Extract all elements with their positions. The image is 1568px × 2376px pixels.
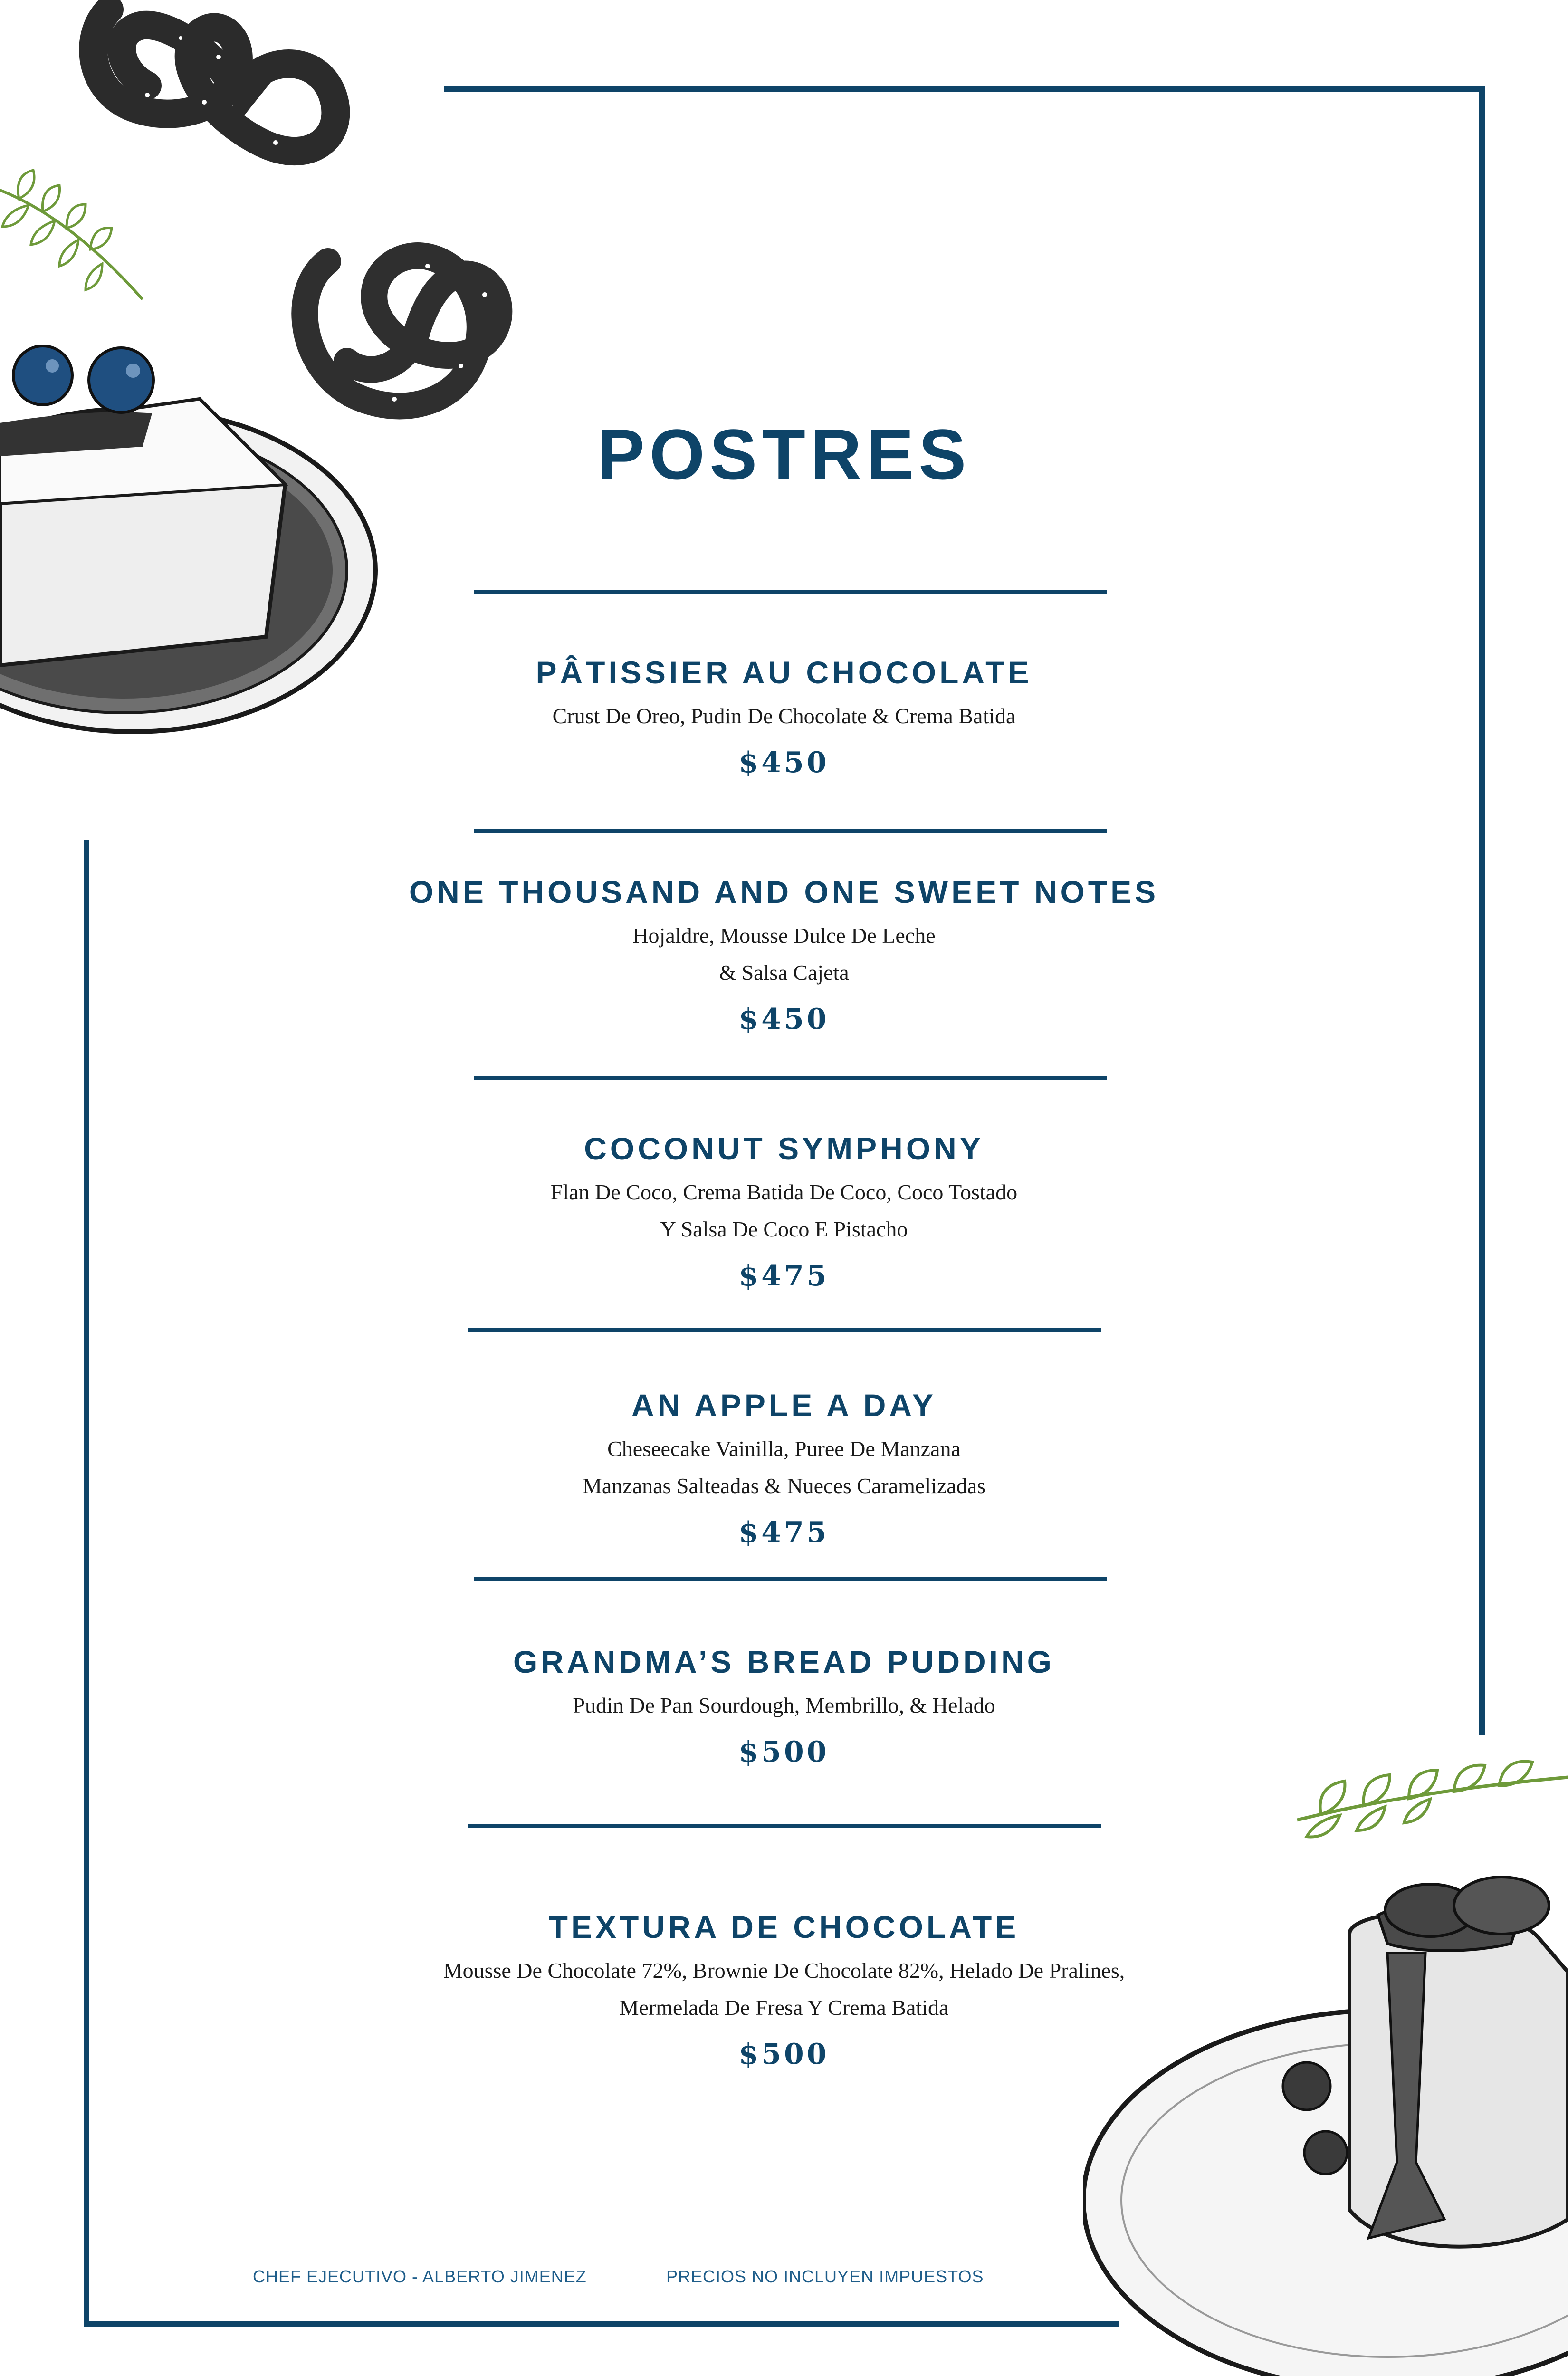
item-desc-line: Manzanas Salteadas & Nueces Caramelizadas <box>582 1474 986 1498</box>
item-name: PÂTISSIER AU CHOCOLATE <box>535 655 1033 690</box>
item-name: GRANDMA’S BREAD PUDDING <box>513 1644 1055 1679</box>
item-name: ONE THOUSAND AND ONE SWEET NOTES <box>409 874 1159 910</box>
menu-item <box>309 651 1259 779</box>
frame-bottom-line <box>84 2321 1119 2327</box>
item-desc-line: Y Salsa De Coco E Pistacho <box>660 1217 908 1241</box>
footer-chef: CHEF EJECUTIVO - ALBERTO JIMENEZ <box>253 2267 587 2286</box>
item-desc-line: Cheseecake Vainilla, Puree De Manzana <box>607 1437 961 1461</box>
menu-item <box>309 1127 1259 1293</box>
divider <box>474 590 1107 594</box>
divider <box>468 1328 1101 1332</box>
menu-item <box>309 1640 1259 1769</box>
divider <box>468 1824 1101 1828</box>
menu-item <box>309 871 1259 1036</box>
menu-item <box>309 1384 1259 1549</box>
item-description <box>309 1430 1259 1504</box>
item-price: $450 <box>738 1003 830 1036</box>
item-price: $475 <box>738 1259 830 1293</box>
item-desc-line: & Salsa Cajeta <box>719 960 849 985</box>
item-name: COCONUT SYMPHONY <box>584 1131 984 1166</box>
divider <box>474 1076 1107 1080</box>
item-description <box>309 698 1259 735</box>
item-description <box>309 1174 1259 1248</box>
item-desc-line: Hojaldre, Mousse Dulce De Leche <box>632 923 936 948</box>
divider <box>474 1577 1107 1581</box>
footer-taxes: PRECIOS NO INCLUYEN IMPUESTOS <box>666 2267 984 2286</box>
pretzel-icon <box>62 0 356 219</box>
item-price: $475 <box>738 1516 830 1549</box>
divider <box>474 829 1107 833</box>
page-title: POSTRES <box>597 414 971 494</box>
frame-top-line <box>444 86 1485 92</box>
leaf-sprig-bottom-icon <box>1292 1734 1568 1839</box>
item-price: $450 <box>738 746 830 779</box>
item-desc-line: Crust De Oreo, Pudin De Chocolate & Crema Batida <box>552 704 1016 728</box>
item-description <box>309 917 1259 991</box>
frame-right-line <box>1479 86 1485 1735</box>
item-desc-line: Pudin De Pan Sourdough, Membrillo, & Helado <box>573 1693 995 1717</box>
item-name: AN APPLE A DAY <box>631 1388 937 1423</box>
item-desc-line: Mermelada De Fresa Y Crema Batida <box>619 1995 949 2020</box>
item-desc-line: Flan De Coco, Crema Batida De Coco, Coco Tostado <box>550 1180 1018 1204</box>
item-description <box>309 1687 1259 1724</box>
menu-item <box>309 1906 1259 2071</box>
item-desc-line: Mousse De Chocolate 72%, Brownie De Chocolate 82%, Helado De Pralines, <box>443 1958 1125 1983</box>
item-price: $500 <box>738 2038 830 2071</box>
frame-left-line <box>84 840 89 2327</box>
item-price: $500 <box>738 1735 830 1769</box>
item-description <box>309 1952 1259 2026</box>
item-name: TEXTURA DE CHOCOLATE <box>548 1909 1020 1945</box>
